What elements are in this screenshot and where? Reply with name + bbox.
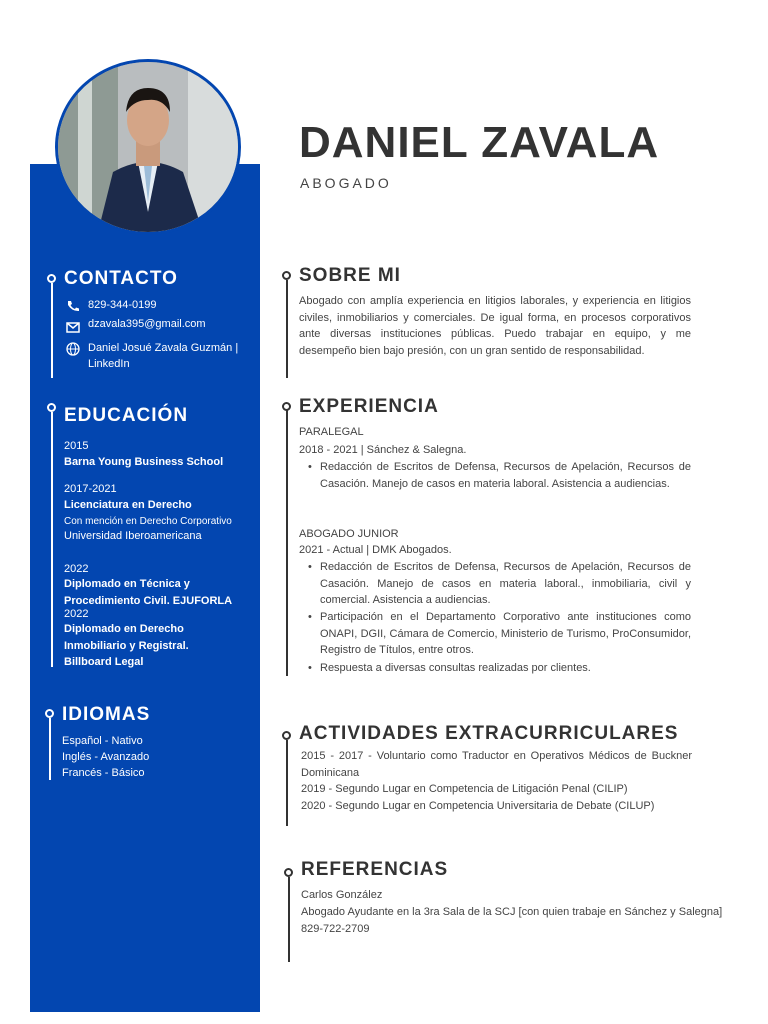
languages-heading: IDIOMAS <box>62 704 151 725</box>
activities-timeline-line <box>286 740 288 826</box>
education-timeline-dot <box>47 403 56 412</box>
education-school: Barna Young Business School <box>64 456 224 468</box>
education-degree: Billboard Legal <box>64 656 144 668</box>
job-title: PARALEGAL <box>299 426 364 438</box>
candidate-title: ABOGADO <box>300 175 392 191</box>
candidate-name: DANIEL ZAVALA <box>299 118 660 167</box>
envelope-icon <box>66 320 80 332</box>
job-bullet: • Redacción de Escritos de Defensa, Recursos de Apelación, Recursos de Casación. Manejo de casos en materia laboral. Asistencia a audiencias. <box>320 459 691 492</box>
activities-heading: ACTIVIDADES EXTRACURRICULARES <box>299 723 679 744</box>
education-heading: EDUCACIÓN <box>64 405 189 426</box>
education-degree: Diplomado en Derecho <box>64 623 184 635</box>
job-period: 2021 - Actual | DMK Abogados. <box>299 544 452 556</box>
education-year: 2022 <box>64 608 89 620</box>
languages-timeline-dot <box>45 709 54 718</box>
contact-phone[interactable]: 829-344-0199 <box>88 299 157 311</box>
job-bullet: • Respuesta a diversas consultas realizadas por clientes. <box>320 660 691 677</box>
education-year: 2017-2021 <box>64 483 117 495</box>
reference-position: Abogado Ayudante en la 3ra Sala de la SCJ [con quien trabaje en Sánchez y Salegna] <box>301 906 723 918</box>
about-timeline-dot <box>282 271 291 280</box>
education-degree: Procedimiento Civil. EJUFORLA <box>64 595 233 607</box>
references-timeline-dot <box>284 868 293 877</box>
contact-linkedin-line2[interactable]: LinkedIn <box>88 358 130 370</box>
education-degree: Diplomado en Técnica y <box>64 578 190 590</box>
education-timeline-line <box>51 412 53 667</box>
activity-item: 2015 - 2017 - Voluntario como Traductor en Operativos Médicos de Buckner Dominicana <box>301 750 692 779</box>
about-text: Abogado con amplía experiencia en litigios laborales, y experiencia en litigios civiles, inmobiliarios y comerciales. De igual forma, en procesos corporativos ante diversas instituciones públicas. Puedo trabajar en equipo, y me desempeño bien bajo presión, con un gran sentido de responsabilidad. <box>299 295 691 358</box>
education-note: Con mención en Derecho Corporativo <box>64 516 232 527</box>
education-degree: Inmobiliario y Registral. <box>64 640 189 652</box>
references-timeline-line <box>288 877 290 962</box>
language-item: Francés - Básico <box>62 767 145 779</box>
experience-heading: EXPERIENCIA <box>299 396 439 417</box>
activity-item: 2019 - Segundo Lugar en Competencia de Litigación Penal (CILIP) <box>301 783 628 795</box>
profile-photo <box>55 59 241 235</box>
globe-icon <box>66 342 80 354</box>
education-year: 2022 <box>64 563 89 575</box>
experience-timeline-dot <box>282 402 291 411</box>
language-item: Español - Nativo <box>62 735 143 747</box>
job-period: 2018 - 2021 | Sánchez & Salegna. <box>299 444 467 456</box>
contact-linkedin-line1[interactable]: Daniel Josué Zavala Guzmán | <box>88 342 239 354</box>
education-year: 2015 <box>64 440 89 452</box>
contact-timeline-dot <box>47 274 56 283</box>
job-bullet: • Redacción de Escritos de Defensa, Recursos de Apelación, Recursos de Casación. Manejo de casos en materia laboral., inmobiliaria, civil y comercial. Asistencia a audiencias. <box>320 559 691 609</box>
education-school: Universidad Iberoamericana <box>64 530 202 542</box>
education-degree: Licenciatura en Derecho <box>64 499 192 511</box>
activity-item: 2020 - Segundo Lugar en Competencia Universitaria de Debate (CILUP) <box>301 800 655 812</box>
job-bullet: • Participación en el Departamento Corporativo ante instituciones como ONAPI, DGII, Cámara de Comercio, Ministerio de Turismo, ProConsumidor, Registro de Títulos, entre otros. <box>320 609 691 659</box>
references-heading: REFERENCIAS <box>301 859 449 880</box>
contact-email[interactable]: dzavala395@gmail.com <box>88 318 206 330</box>
experience-timeline-line <box>286 410 288 676</box>
job-title: ABOGADO JUNIOR <box>299 528 399 540</box>
activities-timeline-dot <box>282 731 291 740</box>
reference-phone: 829-722-2709 <box>301 923 370 935</box>
phone-icon <box>66 299 80 311</box>
about-heading: SOBRE MI <box>299 265 401 286</box>
language-item: Inglés - Avanzado <box>62 751 150 763</box>
contact-heading: CONTACTO <box>64 268 178 289</box>
languages-timeline-line <box>49 718 51 780</box>
contact-timeline-line <box>51 283 53 378</box>
about-timeline-line <box>286 280 288 378</box>
reference-name: Carlos González <box>301 889 383 901</box>
